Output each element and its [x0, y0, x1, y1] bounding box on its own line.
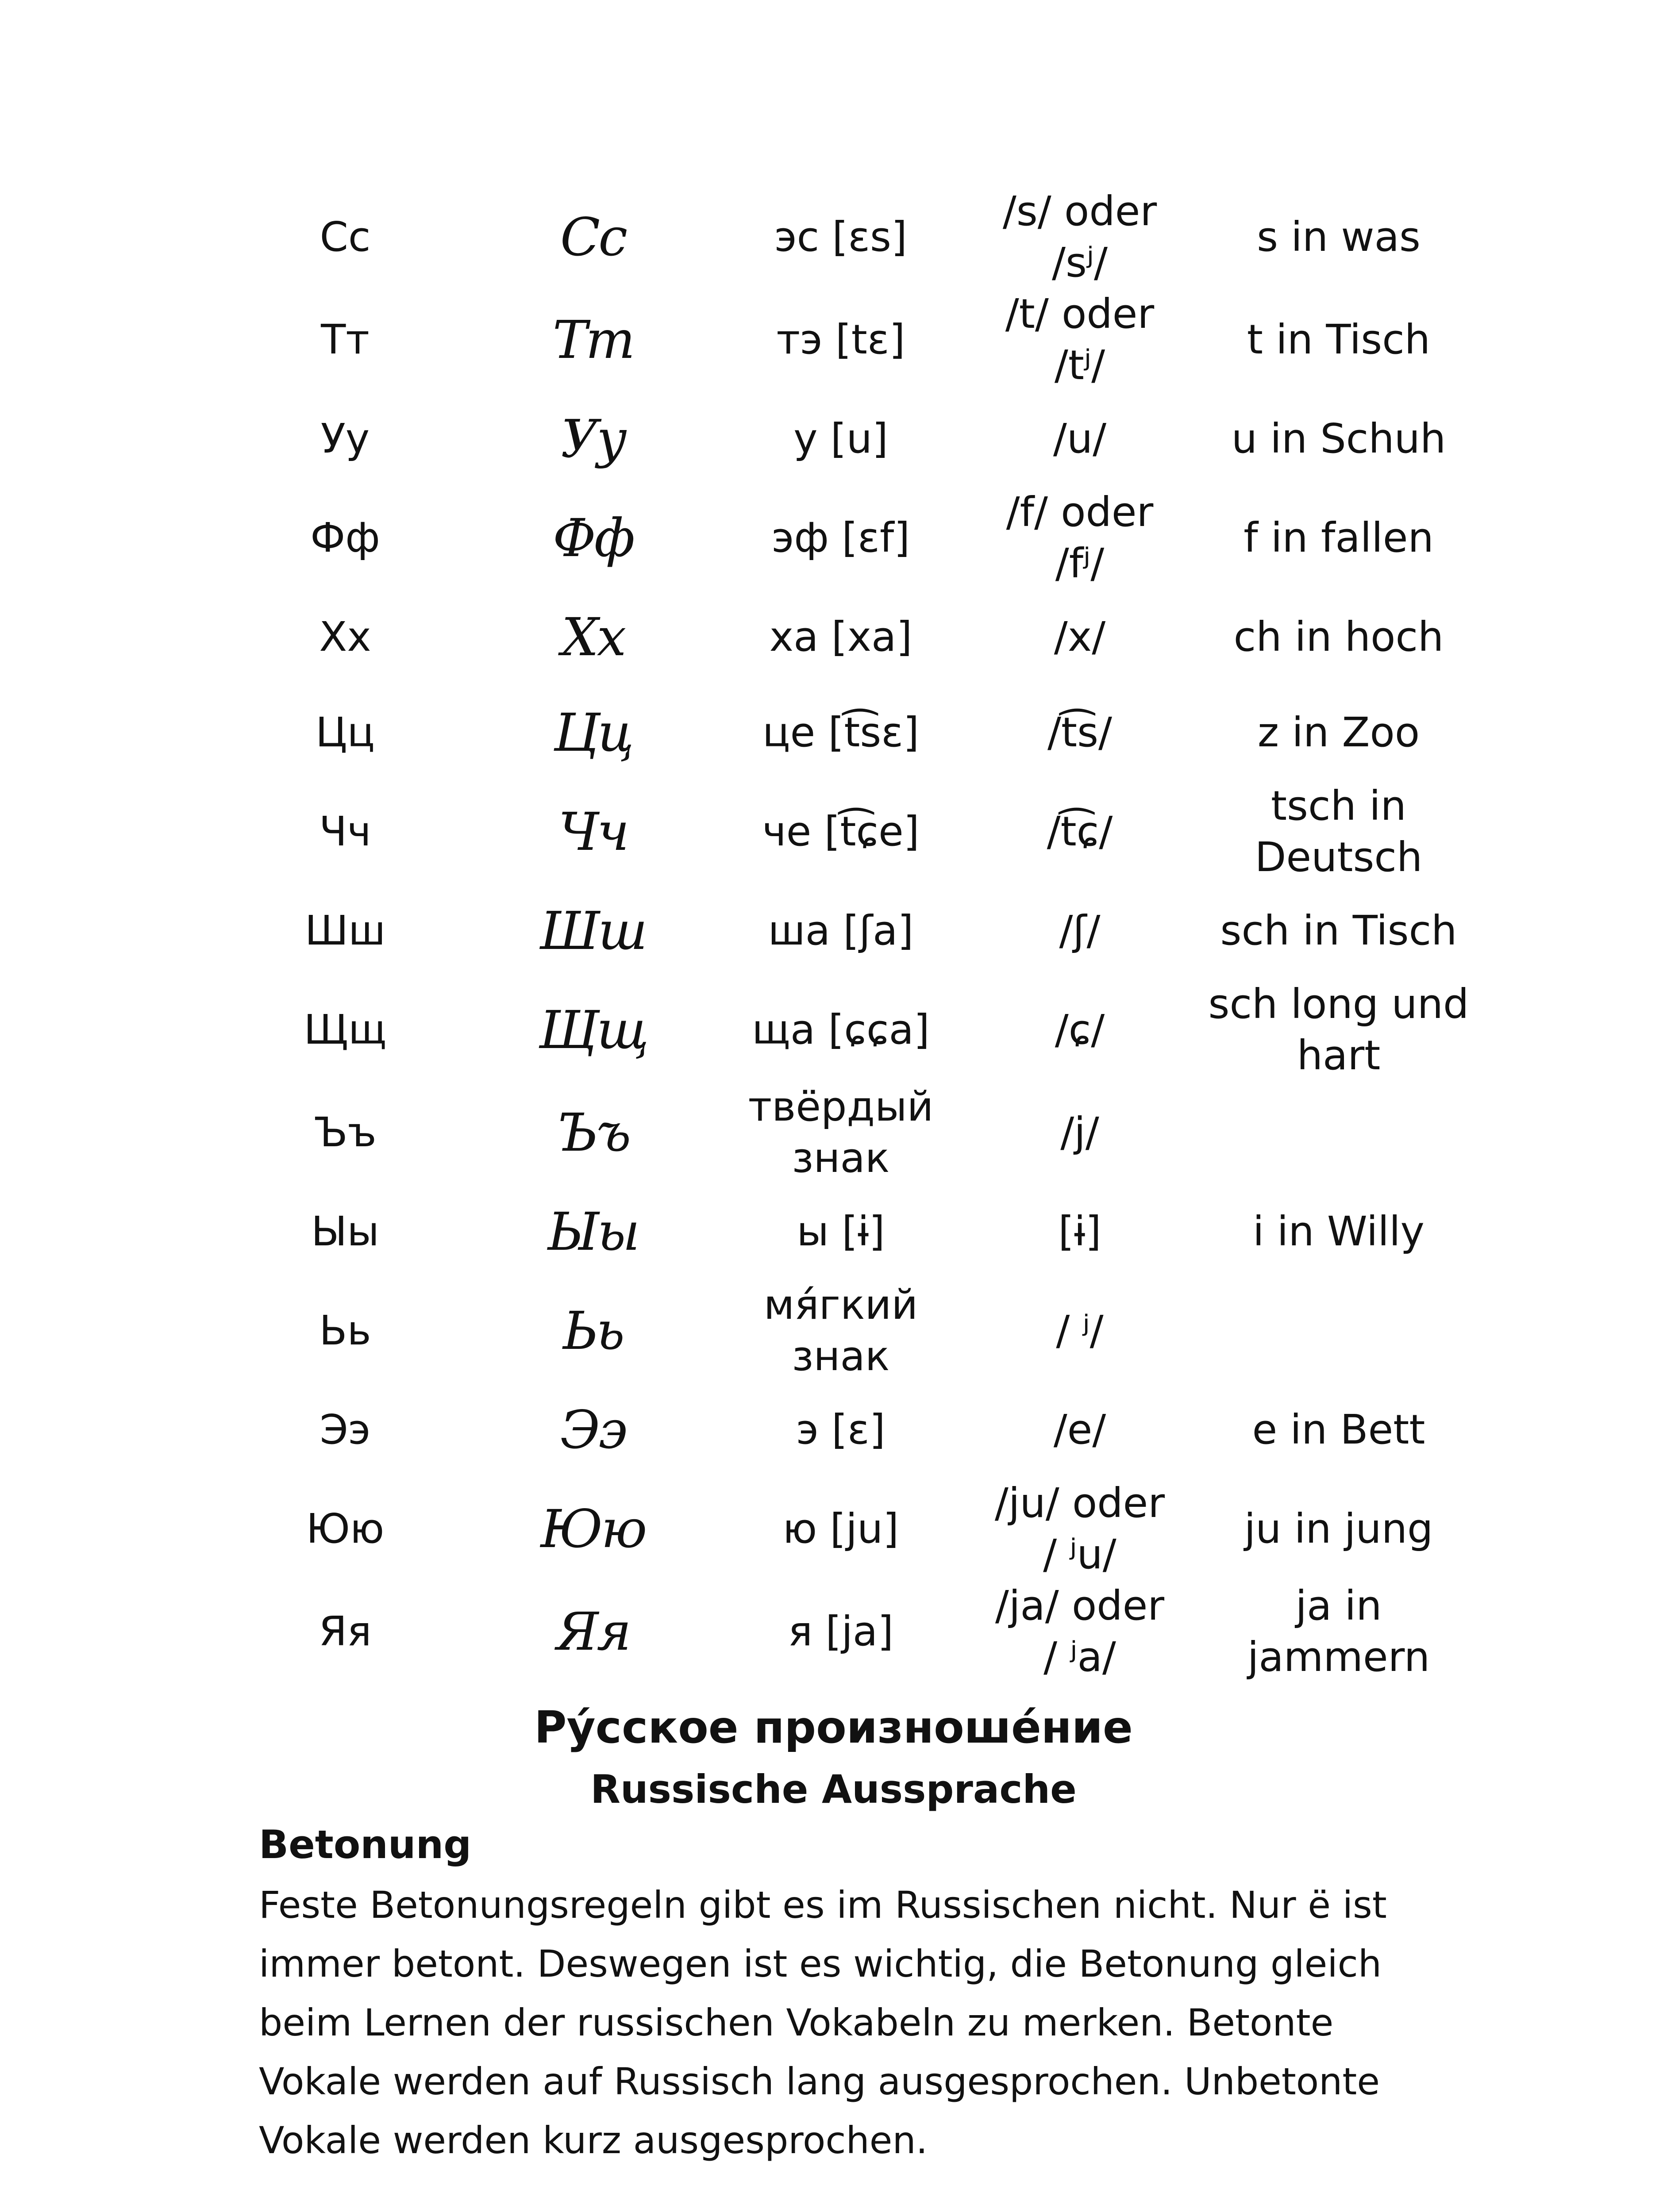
cell-text: ха [xa]	[769, 613, 912, 661]
paragraph-line: beim Lernen der russischen Vokabeln zu merken. Betonte	[259, 2001, 1334, 2044]
cell-line: /t/ oder	[1005, 290, 1155, 338]
cell-text: эф [ɛf]	[771, 514, 910, 561]
cell-line: /j/	[1060, 1109, 1099, 1156]
cell-line: ju in jung	[1244, 1505, 1433, 1552]
table-row	[221, 685, 1482, 780]
cell-line: Deutsch	[1255, 833, 1423, 881]
letter-cell	[221, 1580, 469, 1683]
cell-line: /ɕ/	[1055, 1006, 1105, 1053]
cell-line: знак	[792, 1333, 890, 1380]
cell-text: ща [ɕɕa]	[752, 1006, 930, 1053]
cell-line: /e/	[1053, 1406, 1106, 1453]
table-row	[221, 979, 1482, 1081]
letter-cell	[221, 487, 469, 589]
cell-line: /ja/ oder	[995, 1582, 1165, 1629]
section-title-russian: Ру́сское произноше́ние	[534, 1701, 1133, 1753]
cell-line: мя́гкий	[763, 1281, 918, 1329]
phoneme-cell	[965, 1279, 1195, 1382]
cell-text: Ээ	[560, 1399, 626, 1460]
phoneme-cell	[965, 883, 1195, 979]
example-cell	[1195, 1184, 1482, 1279]
example-cell	[1195, 391, 1482, 487]
example-cell	[1195, 1580, 1482, 1683]
cell-text: Фф	[310, 514, 380, 561]
cell-line: /f/ oder	[1006, 488, 1154, 536]
cell-line: jammern	[1247, 1633, 1430, 1681]
cell-text: Уу	[561, 408, 625, 469]
cell-line: f in fallen	[1244, 514, 1434, 561]
cell-text: Ыы	[547, 1201, 639, 1262]
cursive-letter-cell	[469, 979, 717, 1081]
table-row	[221, 186, 1482, 288]
cell-line: /fʲ/	[1055, 540, 1105, 587]
cell-line: u in Schuh	[1231, 415, 1446, 462]
letter-cell	[221, 1382, 469, 1478]
cell-line: t in Tisch	[1247, 316, 1431, 363]
cell-text: э [ɛ]	[796, 1406, 885, 1453]
phoneme-cell	[965, 391, 1195, 487]
letter-name-cell	[717, 979, 965, 1081]
cell-text: ю [ju]	[782, 1505, 899, 1552]
cell-text: Шш	[304, 907, 386, 954]
example-cell	[1195, 1081, 1482, 1184]
paragraph-line: Feste Betonungsregeln gibt es im Russischen nicht. Nur ё ist	[259, 1883, 1387, 1927]
letter-name-cell	[717, 1478, 965, 1580]
subheading-betonung: Betonung	[259, 1822, 472, 1867]
letter-name-cell	[717, 589, 965, 685]
cell-text: ша [ʃa]	[768, 907, 914, 954]
cell-text: Тт	[321, 316, 370, 363]
phoneme-cell	[965, 1184, 1195, 1279]
table-row	[221, 1081, 1482, 1184]
cell-text: Чч	[319, 808, 371, 855]
cell-line: /u/	[1053, 415, 1107, 462]
cursive-letter-cell	[469, 589, 717, 685]
cell-line: hart	[1297, 1032, 1381, 1079]
cursive-letter-cell	[469, 1478, 717, 1580]
example-cell	[1195, 780, 1482, 883]
letter-cell	[221, 883, 469, 979]
cell-line: /x/	[1054, 613, 1106, 661]
example-cell	[1195, 487, 1482, 589]
cell-text: Тт	[552, 309, 634, 370]
phoneme-cell	[965, 288, 1195, 391]
table-row	[221, 391, 1482, 487]
cell-line: / ʲa/	[1043, 1633, 1116, 1681]
cell-text: че [t͡ɕe]	[762, 808, 920, 855]
cell-line: /t͡s/	[1047, 709, 1112, 756]
phoneme-cell	[965, 589, 1195, 685]
cell-text: Хх	[561, 607, 625, 668]
letter-cell	[221, 186, 469, 288]
cell-text: Ъъ	[314, 1109, 377, 1156]
cell-line: [ɨ]	[1058, 1208, 1101, 1255]
cursive-letter-cell	[469, 1382, 717, 1478]
cell-text: Цц	[554, 702, 632, 763]
cursive-letter-cell	[469, 685, 717, 780]
cell-text: Уу	[320, 415, 370, 462]
example-cell	[1195, 186, 1482, 288]
cell-text: Ьь	[319, 1307, 371, 1354]
cell-text: Фф	[552, 507, 634, 568]
letter-cell	[221, 1081, 469, 1184]
cell-text: ы [ɨ]	[797, 1208, 885, 1255]
letter-name-cell	[717, 883, 965, 979]
table-row	[221, 780, 1482, 883]
cursive-letter-cell	[469, 883, 717, 979]
paragraph-line: Vokale werden kurz ausgesprochen.	[259, 2119, 928, 2162]
cell-text: Яя	[556, 1601, 630, 1662]
example-cell	[1195, 883, 1482, 979]
cell-line: e in Bett	[1252, 1406, 1425, 1453]
letter-name-cell	[717, 288, 965, 391]
cell-text: Ъъ	[556, 1102, 630, 1163]
cell-text: тэ [tɛ]	[776, 316, 905, 363]
cell-line: /sʲ/	[1051, 239, 1108, 286]
example-cell	[1195, 1279, 1482, 1382]
letter-name-cell	[717, 186, 965, 288]
cell-text: Щщ	[539, 999, 647, 1060]
phoneme-cell	[965, 1478, 1195, 1580]
table-row	[221, 1478, 1482, 1580]
cell-line: твёрдый	[748, 1083, 934, 1130]
table-row	[221, 288, 1482, 391]
letter-name-cell	[717, 685, 965, 780]
cell-line: ch in hoch	[1233, 613, 1444, 661]
cell-line: /ʃ/	[1059, 907, 1101, 954]
cell-text: Сс	[320, 213, 371, 261]
phoneme-cell	[965, 979, 1195, 1081]
cursive-letter-cell	[469, 1279, 717, 1382]
letter-cell	[221, 685, 469, 780]
cell-text: Ыы	[311, 1208, 379, 1255]
letter-cell	[221, 1279, 469, 1382]
cell-text: Юю	[306, 1505, 385, 1552]
cell-text: эс [ɛs]	[774, 213, 907, 261]
cell-text: Чч	[558, 801, 628, 862]
letter-name-cell	[717, 1279, 965, 1382]
cursive-letter-cell	[469, 487, 717, 589]
letter-cell	[221, 391, 469, 487]
letter-name-cell	[717, 1382, 965, 1478]
table-row	[221, 1184, 1482, 1279]
phoneme-cell	[965, 487, 1195, 589]
letter-cell	[221, 1478, 469, 1580]
cursive-letter-cell	[469, 1184, 717, 1279]
letter-cell	[221, 1184, 469, 1279]
letter-cell	[221, 589, 469, 685]
cursive-letter-cell	[469, 1580, 717, 1683]
letter-name-cell	[717, 1184, 965, 1279]
cell-line: /s/ oder	[1002, 188, 1157, 235]
cell-line: tsch in	[1270, 782, 1406, 830]
cell-line: /tʲ/	[1054, 342, 1105, 389]
phoneme-cell	[965, 1580, 1195, 1683]
example-cell	[1195, 979, 1482, 1081]
cell-line: sch in Tisch	[1220, 907, 1457, 954]
cell-line: ja in	[1295, 1582, 1382, 1629]
section-title-german: Russische Aussprache	[590, 1767, 1077, 1812]
table-row	[221, 487, 1482, 589]
cell-text: Хх	[319, 613, 371, 661]
cursive-letter-cell	[469, 1081, 717, 1184]
cell-line: i in Willy	[1253, 1208, 1424, 1255]
cell-text: Шш	[540, 900, 646, 961]
cell-line: / ʲu/	[1043, 1531, 1116, 1578]
cell-text: Юю	[540, 1498, 646, 1559]
cursive-letter-cell	[469, 186, 717, 288]
letter-name-cell	[717, 1580, 965, 1683]
table-row	[221, 883, 1482, 979]
cell-line: / ʲ/	[1056, 1307, 1104, 1354]
table-row	[221, 1580, 1482, 1683]
betonung-paragraph	[259, 1876, 1432, 2170]
phoneme-cell	[965, 186, 1195, 288]
cell-text: я [ja]	[788, 1608, 894, 1655]
example-cell	[1195, 685, 1482, 780]
cell-line: /ju/ oder	[994, 1479, 1165, 1527]
phoneme-cell	[965, 1382, 1195, 1478]
cell-text: Цц	[315, 709, 375, 756]
letter-name-cell	[717, 487, 965, 589]
cursive-letter-cell	[469, 288, 717, 391]
cell-line: sch long und	[1208, 980, 1469, 1028]
alphabet-table-body	[221, 186, 1482, 1683]
cell-text: це [t͡sɛ]	[762, 709, 919, 756]
alphabet-table	[221, 186, 1482, 1683]
paragraph-line: immer betont. Deswegen ist es wichtig, die Betonung gleich	[259, 1942, 1382, 1985]
cell-line: знак	[792, 1134, 890, 1182]
cell-text: Сс	[560, 207, 626, 268]
phoneme-cell	[965, 685, 1195, 780]
phoneme-cell	[965, 780, 1195, 883]
cell-line: s in was	[1257, 213, 1421, 261]
letter-cell	[221, 979, 469, 1081]
cell-text: Ээ	[320, 1406, 371, 1453]
cell-text: Яя	[319, 1608, 372, 1655]
cell-text: Щщ	[304, 1006, 387, 1053]
table-row	[221, 1382, 1482, 1478]
cell-text: у [u]	[793, 415, 888, 462]
letter-cell	[221, 288, 469, 391]
example-cell	[1195, 1382, 1482, 1478]
cursive-letter-cell	[469, 391, 717, 487]
example-cell	[1195, 589, 1482, 685]
phoneme-cell	[965, 1081, 1195, 1184]
cell-line: /t͡ɕ/	[1047, 808, 1113, 855]
cell-text: Ьь	[563, 1300, 623, 1361]
example-cell	[1195, 1478, 1482, 1580]
table-row	[221, 1279, 1482, 1382]
letter-name-cell	[717, 1081, 965, 1184]
cell-line: z in Zoo	[1257, 709, 1420, 756]
cursive-letter-cell	[469, 780, 717, 883]
paragraph-line: Vokale werden auf Russisch lang ausgesprochen. Unbetonte	[259, 2060, 1380, 2103]
table-row	[221, 589, 1482, 685]
letter-cell	[221, 780, 469, 883]
letter-name-cell	[717, 780, 965, 883]
letter-name-cell	[717, 391, 965, 487]
example-cell	[1195, 288, 1482, 391]
